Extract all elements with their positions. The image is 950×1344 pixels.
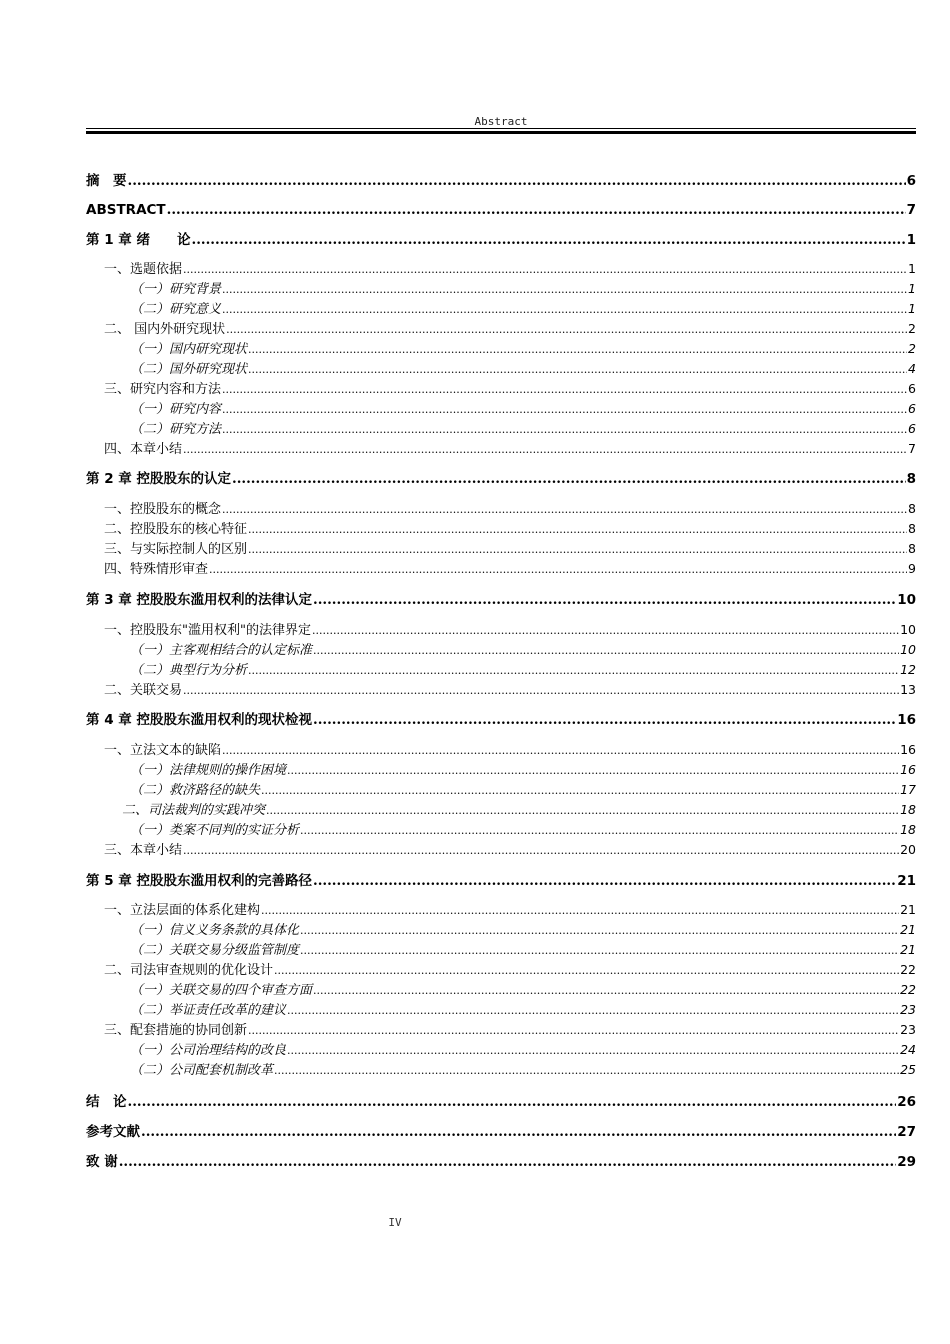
toc-entry-title: 一、选题依据 [104, 262, 183, 277]
toc-entry-page: 8 [908, 501, 916, 516]
toc-entry-title: （一）研究背景 [130, 282, 222, 297]
toc-entry[interactable] [86, 621, 916, 640]
toc-dot-leader [248, 662, 899, 680]
toc-dot-leader [222, 421, 907, 439]
toc-dot-leader [167, 201, 906, 219]
toc-entry[interactable] [86, 360, 916, 379]
toc-entry-page: 23 [900, 1022, 916, 1037]
toc-entry-title: 第 4 章 控股股东滥用权利的现状检视 [86, 712, 312, 728]
toc-entry-title: （二）典型行为分析 [130, 663, 248, 678]
toc-entry[interactable] [86, 741, 916, 760]
toc-entry[interactable] [86, 711, 916, 729]
toc-entry[interactable] [86, 172, 916, 190]
toc-entry-title: （二）研究方法 [130, 422, 222, 437]
toc-entry-title: 二、司法裁判的实践冲突 [122, 803, 266, 818]
toc-entry-title: 第 2 章 控股股东的认定 [86, 471, 231, 487]
toc-entry-page: 10 [897, 592, 916, 608]
toc-entry-title: （一）关联交易的四个审查方面 [130, 983, 313, 998]
toc-entry-page: 10 [900, 622, 916, 637]
toc-entry-title: 第 3 章 控股股东滥用权利的法律认定 [86, 592, 312, 608]
toc-entry-page: 16 [900, 742, 916, 757]
toc-dot-leader [313, 711, 896, 729]
toc-entry[interactable] [86, 981, 916, 1000]
toc-entry-page: 21 [900, 902, 916, 917]
toc-dot-leader [287, 1042, 899, 1060]
toc-entry[interactable] [86, 821, 916, 840]
toc-dot-leader [300, 822, 899, 840]
toc-entry-title: 一、立法层面的体系化建构 [104, 903, 261, 918]
toc-entry[interactable] [86, 320, 916, 339]
toc-dot-leader [222, 501, 907, 519]
toc-entry-page: 6 [908, 381, 916, 396]
toc-entry-title: 三、研究内容和方法 [104, 382, 222, 397]
toc-dot-leader [183, 441, 907, 459]
toc-entry-title: （二）公司配套机制改革 [130, 1063, 274, 1078]
toc-entry[interactable] [86, 260, 916, 279]
toc-entry-page: 21 [900, 922, 916, 937]
toc-entry[interactable] [86, 1001, 916, 1020]
toc-entry-page: 17 [900, 782, 916, 797]
toc-entry[interactable] [86, 872, 916, 890]
toc-entry[interactable] [86, 801, 916, 820]
toc-entry-title: （一）类案不同判的实证分析 [130, 823, 300, 838]
toc-dot-leader [141, 1123, 896, 1141]
toc-dot-leader [313, 642, 899, 660]
toc-entry-title: （二）举证责任改革的建议 [130, 1003, 287, 1018]
toc-entry-title: 结 论 [86, 1094, 127, 1110]
toc-entry[interactable] [86, 300, 916, 319]
toc-entry-title: （二）国外研究现状 [130, 362, 248, 377]
toc-dot-leader [300, 922, 899, 940]
toc-dot-leader [192, 231, 906, 249]
toc-dot-leader [222, 742, 899, 760]
toc-entry[interactable] [86, 201, 916, 219]
toc-entry[interactable] [86, 440, 916, 459]
toc-entry[interactable] [86, 1021, 916, 1040]
toc-entry-page: 7 [908, 441, 916, 456]
toc-entry-title: 第 1 章 绪 论 [86, 232, 191, 248]
toc-dot-leader [287, 762, 899, 780]
toc-entry-title: 一、立法文本的缺陷 [104, 743, 222, 758]
toc-entry-page: 16 [897, 712, 916, 728]
toc-entry-page: 8 [906, 471, 916, 487]
toc-dot-leader [183, 842, 899, 860]
toc-entry[interactable] [86, 681, 916, 700]
toc-dot-leader [287, 1002, 899, 1020]
toc-dot-leader [248, 521, 907, 539]
toc-entry-title: （一）信义义务条款的具体化 [130, 923, 300, 938]
toc-entry[interactable] [86, 340, 916, 359]
toc-dot-leader [222, 281, 907, 299]
toc-entry[interactable] [86, 280, 916, 299]
toc-entry-title: 一、控股股东的概念 [104, 502, 222, 517]
toc-entry-title: （一）公司治理结构的改良 [130, 1043, 287, 1058]
toc-entry-page: 29 [897, 1154, 916, 1170]
toc-dot-leader [248, 541, 907, 559]
toc-entry-page: 21 [897, 873, 916, 889]
toc-dot-leader [128, 172, 906, 190]
page-number: IV [388, 1216, 402, 1229]
toc-entry[interactable] [86, 380, 916, 399]
toc-entry-title: ABSTRACT [86, 202, 166, 218]
toc-entry[interactable] [86, 901, 916, 920]
toc-dot-leader [226, 321, 907, 339]
toc-entry[interactable] [86, 231, 916, 249]
toc-entry-page: 1 [908, 261, 916, 276]
running-header: Abstract [474, 115, 528, 128]
toc-dot-leader [232, 470, 906, 488]
toc-entry[interactable] [86, 520, 916, 539]
toc-entry-page: 25 [900, 1062, 916, 1077]
toc-dot-leader [119, 1153, 897, 1171]
toc-dot-leader [266, 802, 899, 820]
toc-entry[interactable] [86, 420, 916, 439]
toc-entry-title: 二、 国内外研究现状 [104, 322, 226, 337]
toc-entry-page: 22 [900, 962, 916, 977]
toc-entry-title: 四、本章小结 [104, 442, 183, 457]
toc-entry-page: 24 [900, 1042, 916, 1057]
toc-dot-leader [183, 261, 907, 279]
toc-entry-title: 三、配套措施的协同创新 [104, 1023, 248, 1038]
toc-entry-page: 6 [908, 421, 916, 436]
toc-entry-page: 6 [908, 401, 916, 416]
toc-entry-title: （二）关联交易分级监管制度 [130, 943, 300, 958]
toc-entry-page: 20 [900, 842, 916, 857]
toc-entry-title: 二、司法审查规则的优化设计 [104, 963, 274, 978]
toc-entry-title: 参考文献 [86, 1124, 140, 1140]
toc-dot-leader [261, 782, 899, 800]
toc-entry[interactable] [86, 560, 916, 579]
toc-entry-page: 18 [900, 822, 916, 837]
toc-entry-page: 16 [900, 762, 916, 777]
toc-dot-leader [274, 1062, 899, 1080]
toc-entry[interactable] [86, 540, 916, 559]
toc-entry-page: 27 [897, 1124, 916, 1140]
toc-entry-title: （二）救济路径的缺失 [130, 783, 261, 798]
toc-entry-page: 6 [906, 173, 916, 189]
toc-dot-leader [222, 401, 907, 419]
toc-dot-leader [312, 622, 899, 640]
toc-dot-leader [300, 942, 899, 960]
toc-entry-page: 22 [900, 982, 916, 997]
toc-entry-title: （二）研究意义 [130, 302, 222, 317]
toc-dot-leader [313, 872, 896, 890]
toc-entry[interactable] [86, 400, 916, 419]
toc-dot-leader [183, 682, 899, 700]
toc-entry-title: （一）研究内容 [130, 402, 222, 417]
toc-entry-page: 9 [908, 561, 916, 576]
toc-entry[interactable] [86, 661, 916, 680]
toc-entry-page: 26 [897, 1094, 916, 1110]
toc-entry-page: 21 [900, 942, 916, 957]
toc-entry-title: （一）法律规则的操作困境 [130, 763, 287, 778]
toc-entry[interactable] [86, 781, 916, 800]
toc-entry[interactable] [86, 1041, 916, 1060]
toc-entry[interactable] [86, 1123, 916, 1141]
toc-entry[interactable] [86, 941, 916, 960]
toc-entry-title: （一）主客观相结合的认定标准 [130, 643, 313, 658]
toc-entry-page: 1 [906, 232, 916, 248]
toc-entry-page: 2 [908, 341, 916, 356]
toc-entry-title: 一、控股股东"滥用权利"的法律界定 [104, 623, 311, 638]
toc-dot-leader [222, 381, 907, 399]
toc-entry-page: 2 [908, 321, 916, 336]
toc-entry-page: 8 [908, 521, 916, 536]
toc-entry-title: 四、特殊情形审查 [104, 562, 209, 577]
toc-entry[interactable] [86, 1153, 916, 1171]
toc-entry-page: 10 [900, 642, 916, 657]
toc-entry[interactable] [86, 761, 916, 780]
toc-entry-page: 1 [908, 301, 916, 316]
toc-entry[interactable] [86, 1093, 916, 1111]
toc-entry-title: 致 谢 [86, 1154, 118, 1170]
toc-entry[interactable] [86, 500, 916, 519]
toc-dot-leader [274, 962, 899, 980]
toc-dot-leader [209, 561, 907, 579]
toc-entry[interactable] [86, 921, 916, 940]
toc-entry-title: 第 5 章 控股股东滥用权利的完善路径 [86, 873, 312, 889]
toc-dot-leader [313, 591, 896, 609]
toc-dot-leader [248, 1022, 899, 1040]
toc-entry[interactable] [86, 470, 916, 488]
toc-entry-title: 二、控股股东的核心特征 [104, 522, 248, 537]
toc-entry-title: 三、本章小结 [104, 843, 183, 858]
toc-entry[interactable] [86, 641, 916, 660]
toc-dot-leader [128, 1093, 897, 1111]
toc-entry[interactable] [86, 591, 916, 609]
toc-entry-page: 13 [900, 682, 916, 697]
toc-entry-page: 1 [908, 281, 916, 296]
toc-dot-leader [313, 982, 899, 1000]
toc-dot-leader [248, 341, 907, 359]
toc-entry-page: 4 [908, 361, 916, 376]
toc-entry-title: 二、关联交易 [104, 683, 183, 698]
toc-entry-page: 8 [908, 541, 916, 556]
toc-entry[interactable] [86, 1061, 916, 1080]
toc-entry-title: （一）国内研究现状 [130, 342, 248, 357]
toc-entry[interactable] [86, 961, 916, 980]
toc-entry-title: 三、与实际控制人的区别 [104, 542, 248, 557]
toc-entry[interactable] [86, 841, 916, 860]
toc-entry-title: 摘 要 [86, 173, 127, 189]
toc-dot-leader [248, 361, 907, 379]
toc-dot-leader [222, 301, 907, 319]
toc-entry-page: 12 [900, 662, 916, 677]
toc-entry-page: 23 [900, 1002, 916, 1017]
toc-entry-page: 7 [906, 202, 916, 218]
toc-entry-page: 18 [900, 802, 916, 817]
toc-dot-leader [261, 902, 899, 920]
